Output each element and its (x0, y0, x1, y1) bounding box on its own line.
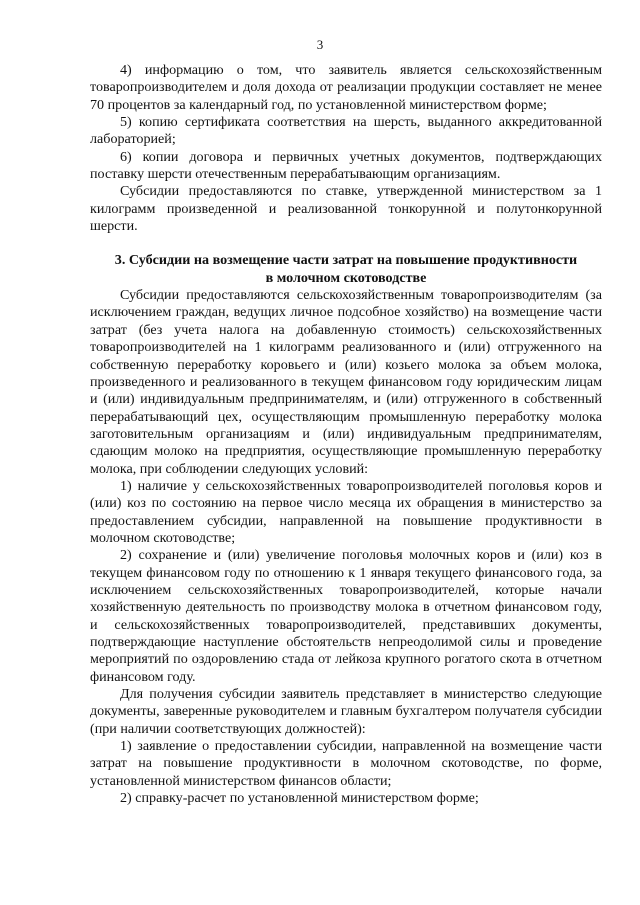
documents-paragraph: Для получения субсидии заявитель представляет в министерство следующие документы, заверенные руководителем и главным бухгалтером получателя субсидии (при наличии соответствующих должностей): (90, 686, 602, 737)
section-heading-line1: 3. Субсидии на возмещение части затрат на повышение продуктивности (114, 252, 578, 269)
document-item-1: 1) заявление о предоставлении субсидии, направленной на возмещение части затрат на повышение продуктивности в молочном скотоводстве, по форме, установленной министерством финансов области; (90, 738, 602, 789)
page-number: 3 (316, 37, 324, 52)
section-heading-line2: в молочном скотоводстве (265, 269, 427, 286)
section-paragraph: Субсидии предоставляются сельскохозяйственным товаропроизводителям (за исключением граждан, ведущих личное подсобное хозяйство) на возмещение части затрат (без учета налога на добавленную стоимость) сельскохозяйственных товаропроизводителей на 1 килограмм реализованного и (или) отгруженного на собственную переработку коровьего и (или) козьего молока за объем молока, произведенного и реализованного в текущем финансовом году юридическим лицам и (или) индивидуальным предпринимателям, и (или) отгруженного в собственный перерабатывающий цех, осуществляющим промышленную переработку молока заготовительным организациям и (или) индивидуальным предпринимателям, сдающим молоко на предприятия, осуществляющие промышленную переработку молока, при соблюдении следующих условий: (90, 287, 602, 477)
subsidy-rate-paragraph: Субсидии предоставляются по ставке, утвержденной министерством за 1 килограмм произведенной и реализованной тонкорунной и полутонкорунной шерсти. (90, 183, 602, 235)
list-item-4: 4) информацию о том, что заявитель является сельскохозяйственным товаропроизводителем и доля дохода от реализации продукции составляет не менее 70 процентов за календарный год, по установленной министерством форме; (90, 62, 602, 113)
section-heading (90, 252, 602, 287)
condition-item-2: 2) сохранение и (или) увеличение поголовья молочных коров и (или) коз в текущем финансовом году по отношению к 1 января текущего финансового года, за исключением сельскохозяйственных товаропроизводителей, которые начали хозяйственную деятельность по производству молока в отчетном финансовом году, и сельскохозяйственных товаропроизводителей, представивших документы, подтверждающие наступление обстоятельств непреодолимой силы и проведение мероприятий по оздоровлению стада от лейкоза крупного рогатого скота в отчетном финансовом году. (90, 547, 602, 685)
list-item-6: 6) копии договора и первичных учетных документов, подтверждающих поставку шерсти отечественным перерабатывающим организациям. (90, 148, 602, 183)
document-body (90, 62, 602, 807)
list-item-5: 5) копию сертификата соответствия на шерсть, выданного аккредитованной лабораторией; (90, 114, 602, 148)
condition-item-1: 1) наличие у сельскохозяйственных товаропроизводителей поголовья коров и (или) коз по состоянию на первое число месяца их обращения в министерство за предоставлением субсидии, направленной на повышение продуктивности в молочном скотоводстве; (90, 477, 602, 546)
document-item-2: 2) справку-расчет по установленной министерством форме; (120, 790, 479, 807)
